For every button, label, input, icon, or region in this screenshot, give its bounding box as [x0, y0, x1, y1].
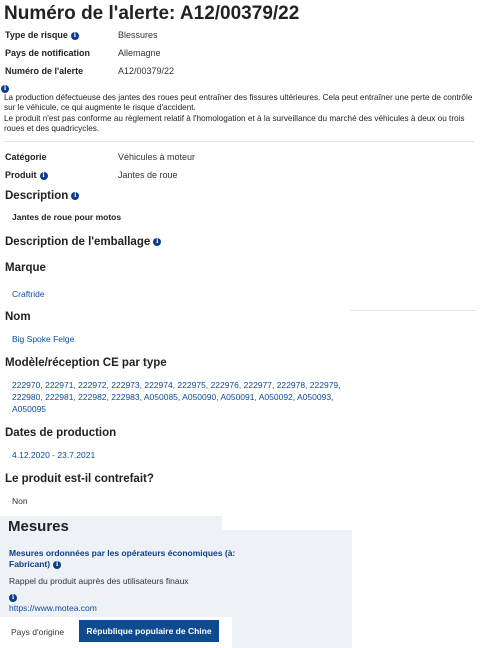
page-title: Numéro de l'alerte: A12/00379/22 — [4, 3, 300, 24]
field-label: Produit — [5, 170, 37, 180]
name-heading: Nom — [5, 311, 31, 323]
production-dates-value[interactable]: 4.12.2020 - 23.7.2021 — [12, 450, 96, 460]
field-value: Allemagne — [118, 48, 161, 58]
info-icon[interactable]: i — [153, 238, 161, 246]
name-value[interactable]: Big Spoke Felge — [12, 334, 75, 344]
risk-description-line: La production défectueuse des jantes des roues peut entraîner des fissures ultérieures. Cela peut entraîner une perte de contrôle sur le véhicule, ce qui augmente le risque d'accident. — [4, 93, 473, 113]
info-icon[interactable]: i — [9, 594, 17, 602]
production-dates-heading: Dates de production — [5, 427, 117, 439]
risk-description — [4, 93, 474, 134]
info-icon[interactable]: i — [53, 561, 61, 569]
field-value: A12/00379/22 — [118, 66, 175, 76]
field-value: Jantes de roue — [118, 170, 178, 180]
info-icon[interactable]: i — [1, 85, 9, 93]
risk-description-line: Le produit n'est pas conforme au règlement relatif à l'homologation et à la surveillance du marché des véhicules à deux ou trois roues et des quadricycles. — [4, 113, 465, 133]
measures-ordered-title: Mesures ordonnées par les opérateurs économiques (à: Fabricant) i — [9, 548, 236, 569]
brand-value[interactable]: Craftride — [12, 289, 45, 299]
counterfeit-value: Non — [12, 496, 28, 506]
field-label: Catégorie — [5, 152, 47, 162]
field-label: Type de risque — [5, 30, 68, 40]
measures-heading: Mesures — [8, 518, 69, 535]
description-heading: Description i — [5, 190, 79, 202]
divider — [4, 141, 474, 142]
models-heading: Modèle/réception CE par type — [5, 357, 167, 369]
measures-link[interactable]: https://www.motea.com — [9, 603, 97, 613]
brand-heading: Marque — [5, 262, 46, 274]
origin-country-button[interactable]: République populaire de Chine — [79, 620, 219, 642]
models-value[interactable]: 222970, 222971, 222972, 222973, 222974, 222975, 222976, 222977, 222978, 222979, 222980, 222981, 222982, 222983, A050085, A050090, A050091, A050092, A050093, A050095 — [12, 380, 341, 414]
field-label: Pays de notification — [5, 48, 91, 58]
info-icon[interactable]: i — [71, 192, 79, 200]
field-label: Numéro de l'alerte — [5, 66, 84, 76]
info-icon[interactable]: i — [40, 172, 48, 180]
counterfeit-heading: Le produit est-il contrefait? — [5, 473, 154, 485]
packaging-heading: Description de l'emballage i — [5, 236, 161, 248]
description-value: Jantes de roue pour motos — [12, 212, 122, 222]
origin-label: Pays d'origine — [11, 627, 65, 637]
divider — [350, 310, 476, 311]
info-icon[interactable]: i — [71, 32, 79, 40]
field-value: Véhicules à moteur — [118, 152, 196, 162]
field-value: Blessures — [118, 30, 158, 40]
measures-ordered-text: Rappel du produit auprès des utilisateurs finaux — [9, 576, 189, 586]
